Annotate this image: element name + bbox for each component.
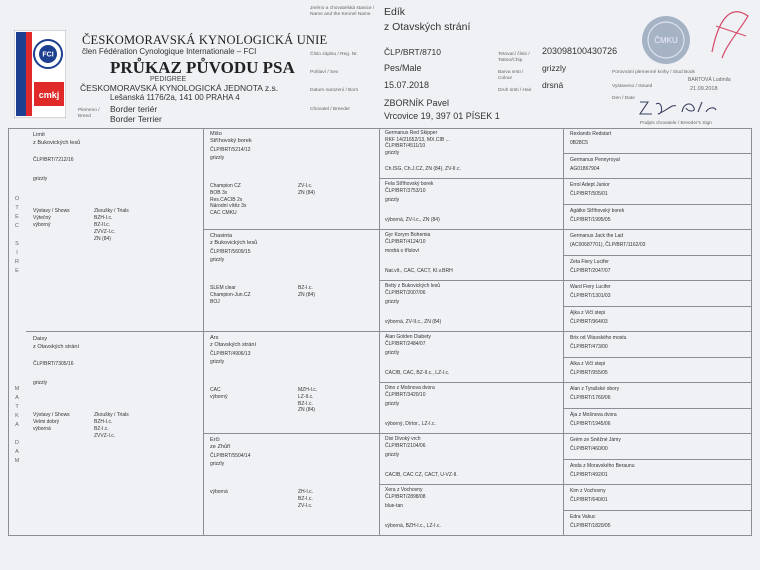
breed-label: Plemeno / Breed <box>78 108 100 119</box>
gen2-cell <box>204 332 380 434</box>
gen3-color: grizzly <box>385 197 400 203</box>
gen4-reg: ČLP/BRT/964/03 <box>570 318 608 325</box>
side-letter: E <box>15 268 19 274</box>
gen2-title: Národní vítěz 3x <box>210 203 247 210</box>
stamp-text: ČMKU <box>654 36 678 45</box>
gen4-name: Ward Fiery Lucifer <box>570 284 611 290</box>
gen1-trial: BZH-I.c. <box>94 419 113 425</box>
reg-label: Číslo zápisu / Reg. Nr. <box>310 52 358 57</box>
gen2-trial: ZN (84) <box>298 407 315 414</box>
gen1-trial: ZVVZ-I.c. <box>94 433 116 439</box>
gen2-reg: ČLP/BRT/4906/13 <box>210 351 251 357</box>
gen3-color: blue-tan <box>385 503 404 509</box>
breeder-sign-label: Podpis chovatele / Breeder's Sign <box>640 121 712 126</box>
gen4-reg: ČLP/BRT/2047/07 <box>570 267 611 274</box>
gen2-trial: ZV-I.c. <box>298 183 313 189</box>
gen2-trial: ZH-I.c. <box>298 489 313 495</box>
side-letter: A <box>15 395 19 401</box>
gen4-cell <box>564 205 752 231</box>
gen2-color: grizzly <box>210 359 225 365</box>
gen3-cell <box>380 230 564 281</box>
gen3-titles: výborná, BZH-I.c., LZ-I.c. <box>385 523 441 529</box>
registry-name: ČESKOMORAVSKÁ KYNOLOGICKÁ JEDNOTA z.s. <box>80 83 279 93</box>
side-letter: E <box>15 214 19 220</box>
gen2-color: grizzly <box>210 155 225 161</box>
gen2-reg: ČLP/BRT/5504/14 <box>210 453 251 459</box>
gen2-title: CAC CMKU <box>210 210 237 217</box>
gen1-kennel: z Bukovických lesů <box>33 140 81 146</box>
dog-name: Edík <box>384 6 406 18</box>
gen4-name: Germanus Jack the Lad <box>570 233 624 239</box>
gen3-reg: ČLP/BRT/2007/06 <box>385 290 426 296</box>
gen3-name: Xera z Vochovny <box>385 487 423 493</box>
gen1-trial: Zkoušky / Trials <box>94 412 129 418</box>
gen2-cell <box>204 230 380 332</box>
fci-member-line: člen Fédération Cynologique Internationale – FCI <box>82 47 257 56</box>
gen4-cell <box>564 307 752 333</box>
gen3-color: grizzly <box>385 401 400 407</box>
side-letter <box>12 430 22 439</box>
gen2-reg: ČLP/BRT/5609/15 <box>210 249 251 255</box>
gen2-trial: BZ-I.c. <box>298 400 313 407</box>
gen1-dam-cell <box>26 332 204 536</box>
gen3-color: grizzly <box>385 350 400 356</box>
cmkj-logo-text: cmkj <box>38 90 60 100</box>
gen2-trial: ZV-I.c. <box>298 502 313 509</box>
gen3-cell <box>380 485 564 536</box>
gen2-trial: BZ-I.c. <box>298 495 313 502</box>
gen1-name: Limit <box>33 132 45 138</box>
gen4-name: Rexlands Redstart <box>570 131 612 137</box>
gen4-cell <box>564 332 752 358</box>
gen3-cell <box>380 383 564 434</box>
dog-hair: drsná <box>542 80 564 90</box>
gen4-name: Kim z Vochovny <box>570 488 606 494</box>
gen1-trial: ZN (84) <box>94 236 111 242</box>
gen3-name: Betty z Bukovických lesů <box>385 283 441 289</box>
official-stamp <box>640 14 692 66</box>
side-letter: T <box>15 205 19 211</box>
gen1-color: grizzly <box>33 176 48 182</box>
gen4-reg: AG01867904 <box>570 165 600 172</box>
gen4-name: Grém ze Sněžné Jámy <box>570 437 621 443</box>
gen1-reg: ČLP/BRT/7305/16 <box>33 361 74 367</box>
side-letter: O <box>14 196 20 202</box>
gen4-name: Agátko Stříhovský borek <box>570 207 625 214</box>
gen4-cell <box>564 485 752 511</box>
gen3-reg: ČLP/BRT/2104/06 <box>385 443 426 449</box>
gen4-reg: ČLP/BRT/1945/06 <box>570 420 611 427</box>
gen3-cell <box>380 179 564 230</box>
side-letter <box>12 231 22 240</box>
gen2-name: Erči <box>210 437 220 443</box>
gen3-color: grizzly <box>385 150 400 156</box>
gen2-color: grizzly <box>210 257 225 263</box>
color-label: Barva srsti / Colour <box>498 70 524 81</box>
gen2-trial: ZN (84) <box>298 189 315 196</box>
gen4-reg: ČLP/BRT/1760/06 <box>570 395 611 401</box>
gen4-reg: ČLP/BRT/492/01 <box>570 471 608 478</box>
studbook-label: Porovnání plemenné knihy / Stud Book <box>612 70 695 75</box>
fci-logo-text: FCI <box>42 51 54 59</box>
dam-side-label <box>12 385 22 466</box>
gen2-kennel: ze Zhůří <box>210 444 231 450</box>
gen1-show: výborný <box>33 222 51 228</box>
issued-date: 21.09.2018 <box>690 86 718 92</box>
side-letter: M <box>14 458 20 464</box>
sire-side-label <box>12 195 22 276</box>
gen4-name: Errol Adept Junior <box>570 182 610 188</box>
gen3-name: Germanus Red Skipper <box>385 130 438 136</box>
side-letter: S <box>15 241 19 247</box>
gen4-reg: (AC00687701), ČLP/BRT/1162/03 <box>570 242 646 248</box>
gen1-trial: ZVVZ-I.c. <box>94 229 116 235</box>
gen3-cell <box>380 434 564 485</box>
gen3-cell <box>380 281 564 332</box>
gen3-reg: ČLP/BRT/2484/07 <box>385 341 426 347</box>
gen3-reg: ČLP/BRT/3753/10 <box>385 188 426 194</box>
gen4-name: Zeta Fiery Lucifer <box>570 258 609 265</box>
gen3-color: modrá s třísloví <box>385 248 420 254</box>
gen4-name: Alka z Vičí stepi <box>570 360 606 367</box>
gen2-reg: ČLP/BRT/5214/12 <box>210 147 251 153</box>
gen2-title: Res.CACIB 2x <box>210 196 243 203</box>
org-title: ČESKOMORAVSKÁ KYNOLOGICKÁ UNIE <box>82 33 328 47</box>
gen2-title: BOJ <box>210 298 220 305</box>
gen2-color: grizzly <box>210 461 225 467</box>
gen4-name: Germanus Pennyroyal <box>570 156 620 163</box>
side-letter: A <box>15 422 19 428</box>
gen4-reg: ČLP/BRT/460/00 <box>570 446 608 452</box>
gen3-name: Alan Golden Diabety <box>385 334 431 340</box>
gen4-reg: ČLP/BRT/473/00 <box>570 344 608 350</box>
gen2-title: BOB 3x <box>210 189 228 196</box>
gen4-name: Edra Vakuc <box>570 513 596 520</box>
gen1-reg: ČLP/BRT/7212/16 <box>33 157 74 163</box>
gen4-reg: ČLP/BRT/505/01 <box>570 191 608 197</box>
dog-sex: Pes/Male <box>384 63 422 73</box>
dob-label: Datum narození / Born <box>310 88 359 93</box>
gen3-titles: výborná, ZV-I.c., ZN (84) <box>385 217 440 223</box>
gen3-reg: ČLP/BRT/3420/10 <box>385 392 426 398</box>
gen4-reg: ČLP/BRT/1820/05 <box>570 522 611 529</box>
issued-label: Vystaveno / Issued <box>612 84 653 89</box>
gen4-cell <box>564 256 752 282</box>
dog-breeder-address: Vrcovice 19, 397 01 PÍSEK 1 <box>384 111 500 121</box>
gen4-cell <box>564 128 752 154</box>
side-letter: D <box>15 440 19 446</box>
gen1-show: Výtečný <box>33 215 51 221</box>
gen3-titles: Ch.ISG, Ch.J.CZ, ZN (84), ZV-II.c. <box>385 166 461 172</box>
gen2-kennel: z Otavských strání <box>210 342 257 348</box>
dog-kennel: z Otavských strání <box>384 21 471 33</box>
breeder-label: Chovatel / Breeder <box>310 107 350 112</box>
gen3-cell <box>380 332 564 383</box>
side-letter: A <box>15 449 19 455</box>
gen2-title: Champion CZ <box>210 183 241 189</box>
hair-label: Druh srsti / Hair <box>498 88 532 93</box>
red-sign-mark <box>702 2 758 64</box>
gen1-trial: BZ-II.c. <box>94 222 111 228</box>
gen4-name: Brix od Vltavského mostu <box>570 335 627 341</box>
studbook-value: BARTOVÁ Ludmila <box>688 77 731 83</box>
gen4-reg: ČLP/BRT/1995/05 <box>570 216 611 223</box>
gen2-kennel: z Bukovických lesů <box>210 240 258 246</box>
gen3-name: Dino z Mošnova dvora <box>385 385 435 391</box>
side-letter: I <box>16 250 18 256</box>
gen4-name: Ája z Mošnova dvora <box>570 411 617 418</box>
side-letter: M <box>14 386 20 392</box>
gen4-cell <box>564 511 752 537</box>
tattoo-label: Tetovací číslo / Tattoo/Chip <box>498 52 530 63</box>
dog-dob: 15.07.2018 <box>384 80 430 90</box>
gen2-title: Champion-Jun.CZ <box>210 291 251 298</box>
date-label: Den / Date <box>612 96 635 101</box>
dog-reg: ČLP/BRT/8710 <box>384 47 442 57</box>
side-letter: C <box>15 223 19 229</box>
gen4-name: Ajka z Vičí stepi <box>570 309 606 316</box>
breeder-signature <box>636 98 718 118</box>
gen4-name: Anda z Moravského Beraunu <box>570 462 635 469</box>
gen3-name: Dixi Divoký vrch <box>385 436 421 442</box>
gen3-reg: ČLP/BRT/4511/10 <box>385 143 426 149</box>
gen4-cell <box>564 358 752 384</box>
gen2-trial: BZ-I.c. <box>298 285 313 291</box>
gen2-cell <box>204 434 380 536</box>
gen2-trial: ZN (84) <box>298 291 315 298</box>
gen3-name: Fela Stříhovský borek <box>385 181 434 187</box>
gen3-cell <box>380 128 564 179</box>
gen1-show: Velmi dobrý <box>33 419 60 425</box>
gen4-cell <box>564 409 752 435</box>
side-letter: R <box>15 259 19 265</box>
gen4-reg: ČLP/BRT/1301/03 <box>570 293 611 299</box>
dog-chip: 203098100430726 <box>542 46 618 56</box>
gen1-trial: BZ-I.c. <box>94 426 109 432</box>
gen3-color: grizzly <box>385 299 400 305</box>
gen1-show: Výstavy / Shows <box>33 412 70 418</box>
sex-label: Pohlaví / Sex <box>310 70 339 75</box>
gen1-color: grizzly <box>33 380 48 386</box>
gen2-name: Mišo <box>210 131 222 137</box>
registry-address: Lešanská 1176/2a, 141 00 PRAHA 4 <box>110 93 240 102</box>
gen4-cell <box>564 281 752 307</box>
dog-color: grizzly <box>542 63 567 73</box>
gen2-cell <box>204 128 380 230</box>
gen4-cell <box>564 230 752 256</box>
gen4-cell <box>564 383 752 409</box>
gen1-show: Výstavy / Shows <box>33 208 70 214</box>
gen4-name: Alan z Tyrašské obory <box>570 386 620 392</box>
gen3-extra: RKF 14/21652/13, MX.CIB ... <box>385 137 450 143</box>
gen1-trial: Zkoušky / Trials <box>94 208 129 214</box>
gen2-title: SLEM clear <box>210 285 236 291</box>
gen3-titles: Nat.vít., CAC, CACT, Kl.v.BRH <box>385 268 453 274</box>
gen3-reg: ČLP/BRT/2898/08 <box>385 494 426 500</box>
gen2-name: Chasinta <box>210 233 233 239</box>
gen2-name: Ars <box>210 335 219 341</box>
gen4-cell <box>564 434 752 460</box>
name-label: Jméno a chovatelská stanice / Name and the Kennel Name <box>310 6 375 17</box>
gen4-reg: ČLP/BRT/955/05 <box>570 369 608 376</box>
breed-en: Border Terrier <box>110 114 162 124</box>
gen3-name: Gyr Koryrn Bohemia <box>385 232 431 238</box>
gen4-cell <box>564 179 752 205</box>
gen2-trial: MZH-I.c. <box>298 387 318 393</box>
side-letter: T <box>15 404 19 410</box>
gen2-trial: LZ-II.c. <box>298 393 314 400</box>
gen4-reg: 0B28C5 <box>570 140 589 146</box>
dog-breeder: ZBORNÍK Pavel <box>384 98 450 108</box>
document-title: PRŮKAZ PŮVODU PSA <box>110 58 295 77</box>
gen3-titles: výborná, ZV-II.c., ZN (84) <box>385 319 442 325</box>
gen2-title: výborná <box>210 489 228 495</box>
gen3-titles: CACIB, CAC, BZ-II.c., LZ-I.c. <box>385 370 450 376</box>
gen1-show: výborná <box>33 426 51 432</box>
gen1-sire-cell <box>26 128 204 332</box>
gen2-title: CAC <box>210 387 221 393</box>
gen2-kennel: Stříhovský borek <box>210 138 252 144</box>
gen1-name: Daisy <box>33 336 47 342</box>
gen3-titles: CACIB, CAC CZ, CACT, U-VZ-II. <box>385 472 458 478</box>
breed-cz: Border teriér <box>110 104 158 114</box>
gen1-trial: BZH-I.c. <box>94 215 113 221</box>
gen4-reg: ČLP/BRT/640/01 <box>570 497 608 503</box>
gen3-color: grizzly <box>385 452 400 458</box>
fci-logo <box>14 30 66 118</box>
gen1-kennel: z Otavských strání <box>33 344 80 350</box>
gen3-reg: ČLP/BRT/4124/10 <box>385 239 426 245</box>
gen2-title: výborný <box>210 393 228 400</box>
side-letter: K <box>15 413 19 419</box>
pedigree-word: PEDIGREE <box>150 76 187 83</box>
gen4-cell <box>564 154 752 180</box>
gen4-cell <box>564 460 752 486</box>
gen3-titles: výborný, Dírtor., LZ-I.c. <box>385 421 436 427</box>
